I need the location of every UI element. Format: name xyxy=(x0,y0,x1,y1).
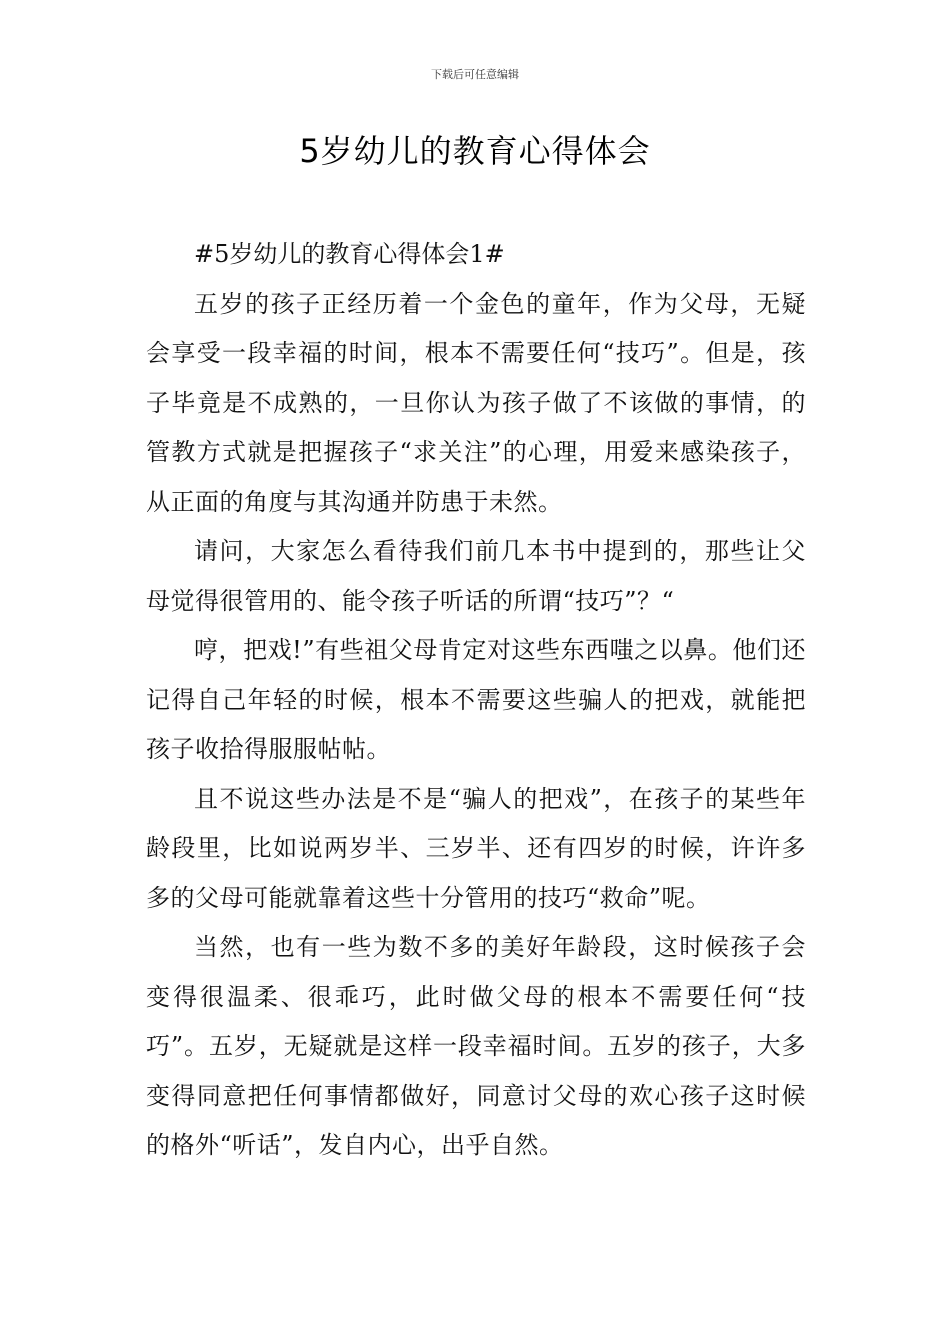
paragraph: 五岁的孩子正经历着一个金色的童年，作为父母，无疑会享受一段幸福的时间，根本不需要任何“技巧”。但是，孩子毕竟是不成熟的，一旦你认为孩子做了不该做的事情，的管教方式就是把握孩子“求关注”的心理，用爱来感染孩子，从正面的角度与其沟通并防患于未然。 xyxy=(146,289,806,516)
paragraph: 请问，大家怎么看待我们前几本书中提到的，那些让父母觉得很管用的、能令孩子听话的所谓“技巧”？“ xyxy=(146,537,806,615)
paragraph: 当然，也有一些为数不多的美好年龄段，这时候孩子会变得很温柔、很乖巧，此时做父母的根本不需要任何“技巧”。五岁，无疑就是这样一段幸福时间。五岁的孩子，大多变得同意把任何事情都做好，同意讨父母的欢心孩子这时候的格外“听话”，发自内心，出乎自然。 xyxy=(146,933,806,1159)
section-heading: #5岁幼儿的教育心得体会1# xyxy=(194,240,505,268)
paragraph: 哼，把戏!”有些祖父母肯定对这些东西嗤之以鼻。他们还记得自己年轻的时候，根本不需要这些骗人的把戏，就能把孩子收拾得服服帖帖。 xyxy=(146,636,806,763)
document-body xyxy=(146,230,806,1171)
document-title: 5岁幼儿的教育心得体会 xyxy=(299,132,651,170)
paragraph: 且不说这些办法是不是“骗人的把戏”，在孩子的某些年龄段里，比如说两岁半、三岁半、还有四岁的时候，许许多多的父母可能就靠着这些十分管用的技巧“救命”呢。 xyxy=(146,784,806,912)
header-note: 下载后可任意编辑 xyxy=(431,68,519,81)
